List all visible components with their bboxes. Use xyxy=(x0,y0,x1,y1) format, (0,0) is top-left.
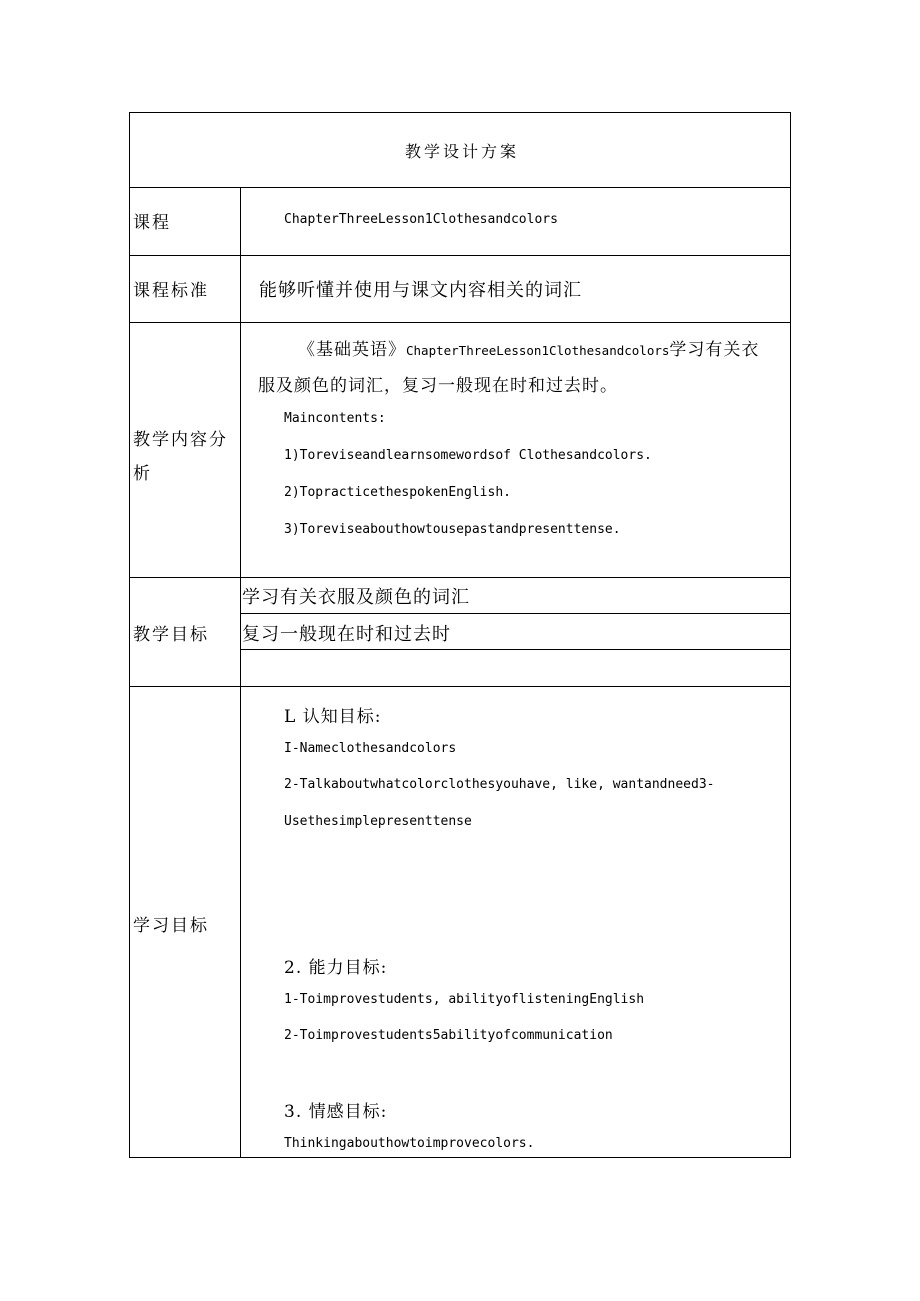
page-title: 教学设计方案 xyxy=(405,142,520,161)
ability-item: 2-Toimprovestudents5abilityofcommunication xyxy=(284,1028,613,1043)
analysis-intro-tail: 学习有关衣 xyxy=(669,340,760,360)
analysis-main-heading: Maincontents: xyxy=(284,411,386,426)
cognitive-item: 2-Talkaboutwhatcolorclothesyouhave, like, wantandneed3- xyxy=(284,777,715,792)
analysis-intro-english: ChapterThreeLesson1Clothesandcolors xyxy=(406,343,670,358)
course-label: 课程 xyxy=(133,213,171,233)
row-divider xyxy=(130,577,790,578)
row-divider xyxy=(240,649,790,650)
cognitive-heading: L 认知目标: xyxy=(284,707,382,727)
objectives-label: 教学目标 xyxy=(133,625,209,645)
standard-label: 课程标准 xyxy=(133,281,209,301)
emotion-heading: 3. 情感目标: xyxy=(284,1102,388,1122)
analysis-item: 1)Toreviseandlearnsomewordsof Clothesandcolors. xyxy=(284,448,652,463)
standard-value: 能够听懂并使用与课文内容相关的词汇 xyxy=(259,280,582,301)
row-divider xyxy=(240,613,790,614)
analysis-intro-line1 xyxy=(298,335,759,360)
row-divider xyxy=(130,255,790,256)
cognitive-item: I-Nameclothesandcolors xyxy=(284,741,457,756)
analysis-label-line2: 析 xyxy=(133,464,152,484)
cognitive-item: Usethesimplepresenttense xyxy=(284,814,472,829)
objective-item: 学习有关衣服及颜色的词汇 xyxy=(242,587,470,608)
analysis-item: 2)TopracticethespokenEnglish. xyxy=(284,485,511,500)
learning-label: 学习目标 xyxy=(133,916,209,936)
row-divider xyxy=(130,187,790,188)
ability-heading: 2. 能力目标: xyxy=(284,958,388,978)
column-divider xyxy=(240,187,241,1157)
course-value: ChapterThreeLesson1Clothesandcolors xyxy=(284,212,558,227)
analysis-item: 3)Toreviseabouthowtousepastandpresenttense. xyxy=(284,522,621,537)
ability-item: 1-Toimprovestudents, abilityoflisteningEnglish xyxy=(284,992,645,1007)
analysis-label-line1: 教学内容分 xyxy=(133,430,228,450)
row-divider xyxy=(130,322,790,323)
analysis-intro-line2: 服及颜色的词汇，复习一般现在时和过去时。 xyxy=(258,376,618,396)
analysis-book-title: 《基础英语》 xyxy=(298,340,406,360)
row-divider xyxy=(130,686,790,687)
emotion-item: Thinkingabouthowtoimprovecolors. xyxy=(284,1136,535,1151)
objective-item: 复习一般现在时和过去时 xyxy=(242,624,451,645)
